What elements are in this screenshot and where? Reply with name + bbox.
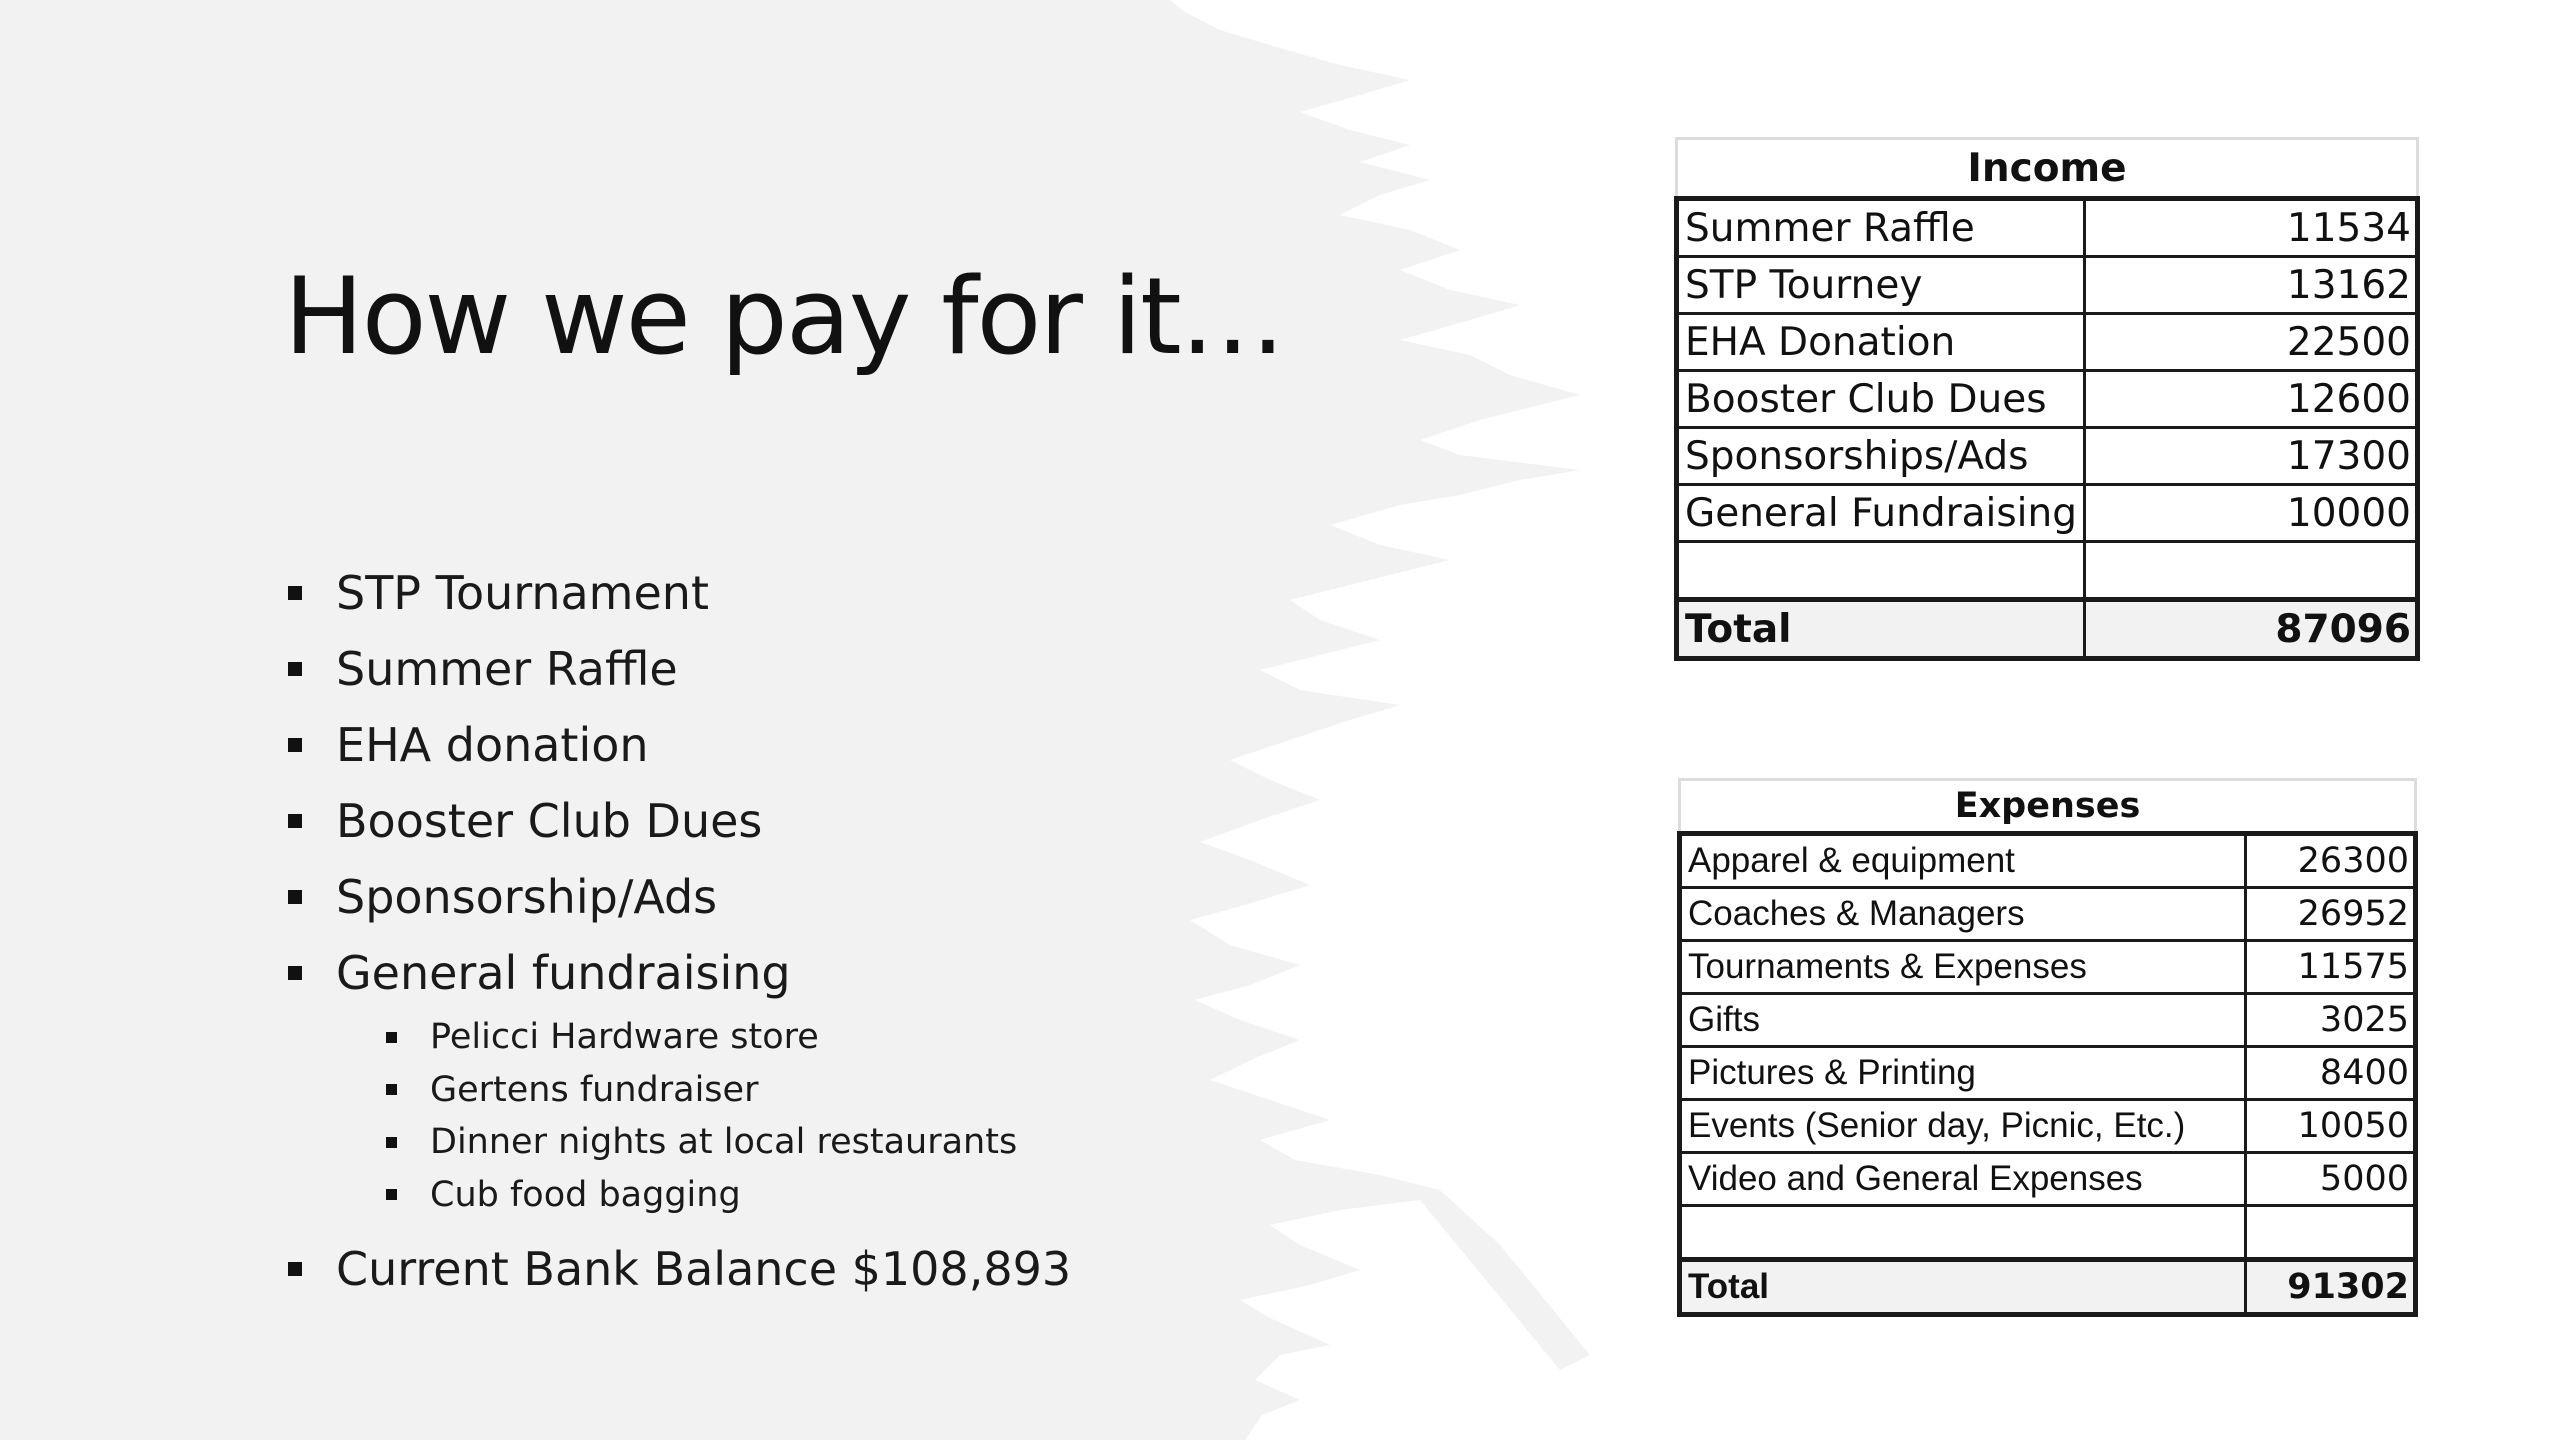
table-row [1677,257,2418,314]
bullet-text: Sponsorship/Ads [336,870,718,924]
expense-value-cell: 10050 [2246,1100,2416,1153]
income-total-label: Total [1677,600,2085,659]
sub-bullet-item [386,1011,1338,1064]
income-value-cell: 10000 [2084,485,2417,542]
sub-bullet-text: Pelicci Hardware store [430,1017,819,1058]
table-row [1680,1100,2416,1153]
expenses-total-label: Total [1680,1260,2246,1315]
square-bullet-icon [386,1137,397,1148]
bullet-item [288,555,1338,631]
expenses-total-value: 91302 [2246,1260,2416,1315]
income-label-cell: EHA Donation [1677,314,2085,371]
income-value-cell [2084,542,2417,600]
income-value-cell: 17300 [2084,428,2417,485]
sub-bullet-text: Dinner nights at local restaurants [430,1122,1018,1163]
table-row [1680,834,2416,888]
square-bullet-icon [288,586,302,600]
bullet-item [288,631,1338,707]
bullet-item [288,707,1338,783]
table-row [1680,994,2416,1047]
expense-label-cell: Gifts [1680,994,2246,1047]
table-row [1677,485,2418,542]
bullet-text: STP Tournament [336,566,709,620]
square-bullet-icon [386,1084,397,1095]
square-bullet-icon [288,890,302,904]
sub-bullet-item [386,1169,1338,1222]
expense-label-cell: Video and General Expenses [1680,1153,2246,1206]
square-bullet-icon [288,662,302,676]
bullet-text: General fundraising [336,946,791,1000]
expense-label-cell: Pictures & Printing [1680,1047,2246,1100]
table-row [1677,314,2418,371]
income-value-cell: 11534 [2084,199,2417,257]
income-label-cell [1677,542,2085,600]
expense-value-cell: 26952 [2246,888,2416,941]
table-row [1680,888,2416,941]
income-label-cell: Sponsorships/Ads [1677,428,2085,485]
expenses-total-row [1680,1260,2416,1315]
bullet-item [288,859,1338,935]
income-label-cell: Booster Club Dues [1677,371,2085,428]
sub-bullet-text: Cub food bagging [430,1174,741,1215]
slide-title: How we pay for it… [284,255,1284,378]
table-row-empty [1680,1206,2416,1260]
square-bullet-icon [386,1189,397,1200]
square-bullet-icon [288,966,302,980]
table-row [1677,428,2418,485]
square-bullet-icon [288,738,302,752]
income-table [1674,137,2420,661]
income-label-cell: Summer Raffle [1677,199,2085,257]
bullet-text: EHA donation [336,718,649,772]
expenses-table-header: Expenses [1680,780,2416,834]
bullet-list [288,555,1338,1307]
bullet-item [288,935,1338,1011]
income-total-row [1677,600,2418,659]
bullet-text: Booster Club Dues [336,794,763,848]
expense-value-cell: 5000 [2246,1153,2416,1206]
table-row [1680,1153,2416,1206]
income-value-cell: 22500 [2084,314,2417,371]
table-row [1677,371,2418,428]
bank-balance-text: Current Bank Balance $108,893 [336,1242,1072,1296]
bullet-item-bank-balance [288,1231,1338,1307]
income-label-cell: General Fundraising [1677,485,2085,542]
sub-bullet-text: Gertens fundraiser [430,1069,759,1110]
expense-value-cell [2246,1206,2416,1260]
table-row-empty [1677,542,2418,600]
income-value-cell: 13162 [2084,257,2417,314]
expense-label-cell: Events (Senior day, Picnic, Etc.) [1680,1100,2246,1153]
expense-value-cell: 8400 [2246,1047,2416,1100]
income-table-header: Income [1677,139,2418,199]
expense-label-cell: Tournaments & Expenses [1680,941,2246,994]
table-row [1680,941,2416,994]
expense-label-cell: Apparel & equipment [1680,834,2246,888]
sub-bullet-item [386,1116,1338,1169]
expense-value-cell: 26300 [2246,834,2416,888]
square-bullet-icon [288,814,302,828]
expense-value-cell: 3025 [2246,994,2416,1047]
income-total-value: 87096 [2084,600,2417,659]
expense-label-cell [1680,1206,2246,1260]
income-value-cell: 12600 [2084,371,2417,428]
table-row [1677,199,2418,257]
table-row [1680,1047,2416,1100]
square-bullet-icon [288,1262,302,1276]
square-bullet-icon [386,1032,397,1043]
expenses-table [1677,778,2418,1317]
bullet-text: Summer Raffle [336,642,678,696]
bullet-item [288,783,1338,859]
income-label-cell: STP Tourney [1677,257,2085,314]
expense-label-cell: Coaches & Managers [1680,888,2246,941]
expense-value-cell: 11575 [2246,941,2416,994]
sub-bullet-item [386,1064,1338,1117]
